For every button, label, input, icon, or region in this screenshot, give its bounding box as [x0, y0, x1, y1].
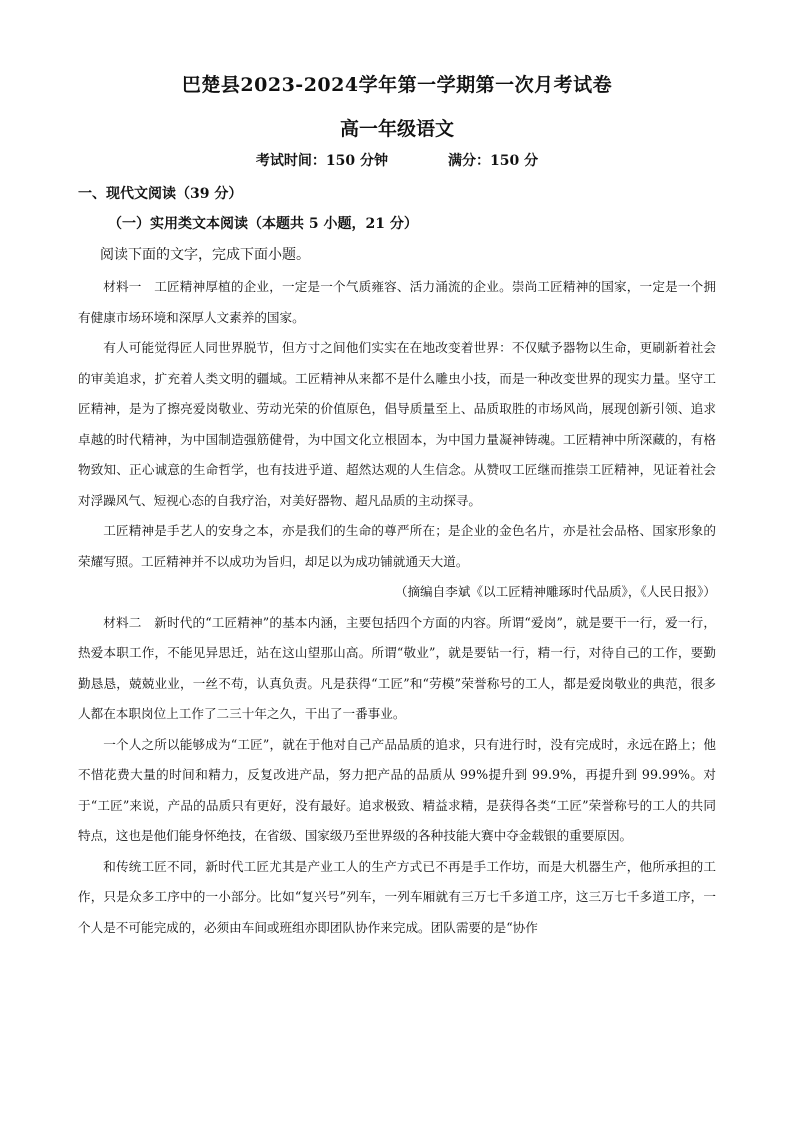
exam-title: 巴楚县2023-2024学年第一学期第一次月考试卷	[181, 74, 613, 96]
paragraph: 和传统工匠不同，新时代工匠尤其是产业工人的生产方式已不再是手工作坊，而是大机器生产，他所承担的工作，只是众多工序中的一小部分。比如“复兴号”列车，一列车厢就有三万七千多道工序，这三万七千多道工序，一个人是不可能完成的，必须由车间或班组亦即团队协作来完成。团队需要的是“协作	[78, 858, 716, 935]
full-score: 满分：150 分	[448, 153, 539, 169]
source-citation: （摘编自李斌《以工匠精神雕琢时代品质》，《人民日报》）	[394, 584, 716, 599]
paragraph: 工匠精神是手艺人的安身之本，亦是我们的生命的尊严所在；是企业的金色名片，亦是社会品格、国家形象的荣耀写照。工匠精神并不以成功为旨归，却足以为成功铺就通天大道。	[78, 523, 716, 569]
subsection-heading: （一）实用类文本阅读（本题共 5 小题，21 分）	[108, 216, 418, 232]
reading-instruction: 阅读下面的文字，完成下面小题。	[100, 247, 310, 263]
section-heading: 一、现代文阅读（39 分）	[78, 186, 243, 202]
paragraph: 有人可能觉得匠人同世界脱节，但方寸之间他们实实在在地改变着世界：不仅赋予器物以生命，更刷新着社会的审美追求，扩充着人类文明的疆域。工匠精神从来都不是什么雕虫小技，而是一种改变世界的现实力量。坚守工匠精神，是为了擦亮爱岗敬业、劳动光荣的价值原色，倡导质量至上、品质取胜的市场风尚，展现创新引领、追求卓越的时代精神，为中国制造强筋健骨，为中国文化立根固本，为中国力量凝神铸魂。工匠精神中所深藏的，有格物致知、正心诚意的生命哲学，也有技进乎道、超然达观的人生信念。从赞叹工匠继而推崇工匠精神，见证着社会对浮躁风气、短视心态的自我疗治，对美好器物、超凡品质的主动探寻。	[78, 340, 716, 508]
exam-meta	[0, 150, 794, 170]
exam-subtitle: 高一年级语文	[339, 118, 454, 140]
paragraph: 一个人之所以能够成为“工匠”，就在于他对自己产品品质的追求，只有进行时，没有完成时，永远在路上；他不惜花费大量的时间和精力，反复改进产品，努力把产品的品质从 99%提升到 99.9%，再提升到 99.99%。对于“工匠”来说，产品的品质只有更好，没有最好。追求极致、精益求精，是获得各类“工匠”荣誉称号的工人的共同特点，这也是他们能身怀绝技，在省级、国家级乃至世界级的各种技能大赛中夺金载银的重要原因。	[78, 736, 716, 843]
reading-passage	[78, 272, 716, 943]
paragraph-material-1-intro: 材料一 工匠精神厚植的企业，一定是一个气质雍容、活力涌流的企业。崇尚工匠精神的国家，一定是一个拥有健康市场环境和深厚人文素养的国家。	[78, 279, 716, 325]
paragraph-material-2-intro: 材料二 新时代的“工匠精神”的基本内涵，主要包括四个方面的内容。所谓“爱岗”，就是要干一行，爱一行，热爱本职工作，不能见异思迁，站在这山望那山高。所谓“敬业”，就是要钻一行，精一行，对待自己的工作，要勤勤恳恳，兢兢业业，一丝不苟，认真负责。凡是获得“工匠”和“劳模”荣誉称号的工人，都是爱岗敬业的典范，很多人都在本职岗位上工作了二三十年之久，干出了一番事业。	[78, 614, 716, 721]
exam-time: 考试时间：150 分钟	[255, 153, 388, 169]
